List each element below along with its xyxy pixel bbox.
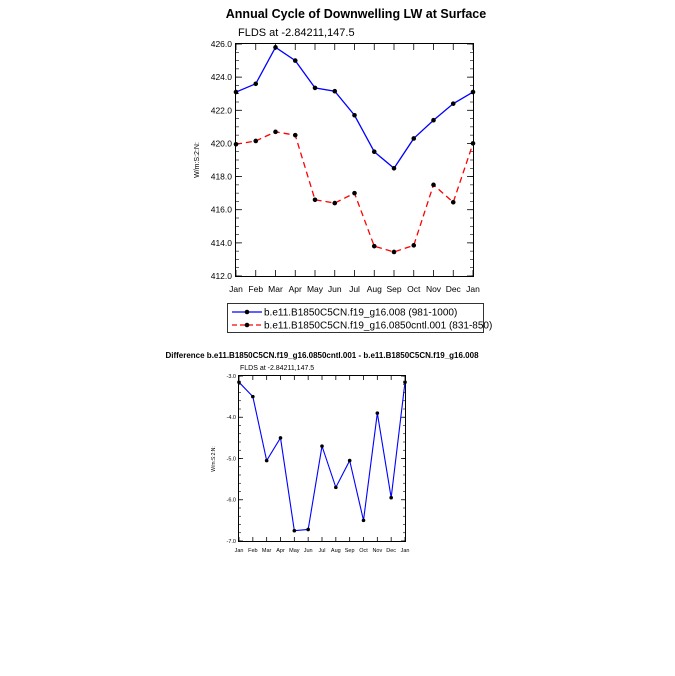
data-point [253,81,258,86]
y-axis-label: W/m:S:2:N: [211,446,217,472]
y-axis-label: W/m:S:2:N: [194,142,201,178]
x-tick-label: Nov [372,548,383,554]
data-point [352,191,357,196]
y-tick-label: -4.0 [226,415,236,422]
y-tick-labels [211,39,233,281]
data-point [348,459,352,463]
x-tick-label: Mar [268,284,283,294]
y-tick-label: 420.0 [210,138,232,149]
data-point [352,113,357,118]
x-tick-label: Nov [425,284,442,294]
y-tick-label: 426.0 [210,38,232,49]
x-tick-label: Dec [445,284,461,294]
difference-chart [165,351,479,554]
legend [228,304,493,333]
x-tick-label: Apr [276,548,285,554]
data-point [451,101,456,106]
x-tick-label: Jan [400,548,410,554]
data-point [313,86,318,91]
data-point [279,436,283,440]
x-tick-label: Jun [327,284,342,294]
series-line-0 [236,47,473,168]
data-point [392,250,397,255]
data-point [293,133,298,138]
plot-series [234,45,476,254]
x-tick-label: Sep [386,284,402,294]
x-tick-label: Jan [234,548,244,554]
data-point [273,130,278,135]
x-tick-label: Jul [318,548,326,554]
data-point [273,45,278,50]
x-tick-label: Dec [386,548,397,554]
data-point [372,149,377,154]
axis-ticks [236,44,473,276]
legend-label-0: b.e11.B1850C5CN.f19_g16.008 (981-1000) [264,307,458,319]
data-point [389,496,393,500]
data-point [320,444,324,448]
x-tick-label: May [306,284,324,294]
data-point [332,201,337,206]
annual-cycle-chart [194,7,492,333]
data-point [334,486,338,490]
y-tick-labels [227,374,236,545]
data-point [313,197,318,202]
y-tick-label: 412.0 [210,270,232,281]
x-tick-labels [229,284,480,294]
y-tick-label: 424.0 [210,72,232,83]
x-tick-label: Apr [288,284,302,294]
data-point [392,166,397,171]
x-tick-label: Jan [466,284,480,294]
legend-marker [245,323,250,328]
data-point [372,244,377,249]
chart-title: Difference b.e11.B1850C5CN.f19_g16.0850cntl.001 - b.e11.B1850C5CN.f19_g16.008 [165,351,479,360]
data-point [251,395,255,399]
data-point [362,519,366,523]
x-tick-label: Feb [248,284,264,294]
data-point [376,411,380,415]
plot-frame [236,44,474,277]
x-tick-label: Oct [359,548,368,554]
y-tick-label: 416.0 [210,204,232,215]
chart-subtitle: FLDS at -2.84211,147.5 [238,27,355,39]
x-tick-label: Jul [349,284,360,294]
data-point [431,118,436,123]
y-tick-label: 414.0 [210,237,232,248]
x-tick-label: Sep [344,548,355,554]
x-tick-label: May [289,548,300,554]
data-point [265,459,269,463]
y-tick-label: -5.0 [226,456,236,463]
x-tick-label: Oct [407,284,421,294]
data-point [293,529,297,533]
chart-title: Annual Cycle of Downwelling LW at Surface [225,7,487,21]
series-line-0 [239,382,405,531]
y-tick-label: 422.0 [210,105,232,116]
axis-ticks [239,376,405,541]
plot-frame [239,376,406,542]
plot-series [237,380,407,532]
y-tick-label: -7.0 [226,538,236,545]
x-tick-label: Jan [229,284,243,294]
data-point [451,200,456,205]
x-tick-label: Aug [330,548,341,554]
y-tick-label: -6.0 [226,497,236,504]
x-tick-label: Jun [303,548,313,554]
data-point [293,58,298,63]
legend-label-1: b.e11.B1850C5CN.f19_g16.0850cntl.001 (831-850) [264,320,493,332]
x-tick-label: Mar [261,548,272,554]
data-point [411,136,416,141]
x-tick-labels [235,548,410,554]
data-point [306,528,310,532]
y-tick-label: 418.0 [210,171,232,182]
y-tick-label: -3.0 [226,373,236,380]
data-point [332,89,337,94]
data-point [431,183,436,188]
data-point [253,139,258,144]
data-point [411,243,416,248]
chart-subtitle: FLDS at -2.84211,147.5 [240,365,315,372]
x-tick-label: Feb [248,548,258,554]
legend-marker [245,310,250,315]
x-tick-label: Aug [366,284,382,294]
